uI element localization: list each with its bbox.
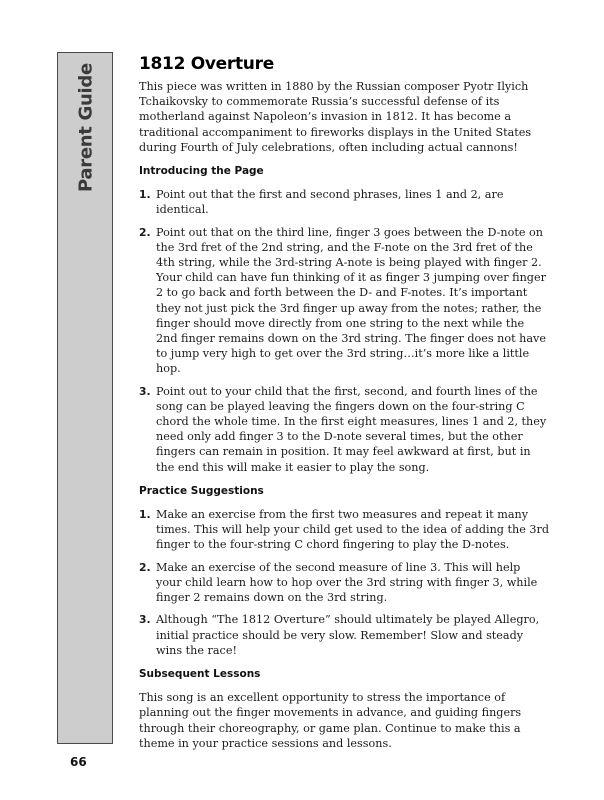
list-text: Point out that on the third line, finger 3 goes between the D-note on the 3rd fret of the 2nd string, and the F-note on the 3rd fret of the 4th string, while the 3rd-string A-note is being played with finger 2. Your child can have fun thinking of it as finger 3 jumping over finger 2 to go back and forth between the D- and F-notes. It’s important they not just pick the 3rd finger up away from the notes; rather, the finger should move directly from one string to the next while the 2nd finger remains down on the 3rd string. The finger does not have to jump very high to get over the 3rd string…it’s more like a little hop. [156, 225, 546, 376]
list-item [139, 384, 549, 475]
list-number: 1. [139, 508, 151, 522]
list-item [139, 187, 549, 217]
introducing-list [139, 187, 549, 475]
list-text: Make an exercise of the second measure of line 3. This will help your child learn how to hop over the 3rd string with finger 3, while finger 2 remains down on the 3rd string. [156, 560, 538, 605]
list-text: Make an exercise from the first two measures and repeat it many times. This will help your child get used to the idea of adding the 3rd finger to the four-string C chord fingering to play the D-notes. [156, 508, 549, 552]
list-number: 2. [139, 560, 151, 574]
list-item [139, 225, 549, 377]
intro-paragraph: This piece was written in 1880 by the Russian composer Pyotr Ilyich Tchaikovsky to commemorate Russia’s successful defense of its motherland against Napoleon’s invasion in 1812. It has become a traditional accompaniment to fireworks displays in the United States during Fourth of July celebrations, often including actual cannons! [139, 80, 532, 154]
section-heading-subsequent: Subsequent Lessons [139, 667, 261, 680]
side-tab-label: Parent Guide [75, 63, 97, 192]
section-heading-practice: Practice Suggestions [139, 484, 264, 497]
practice-list [139, 507, 549, 658]
list-number: 1. [139, 188, 151, 202]
list-text: Although “The 1812 Overture” should ultimately be played Allegro, initial practice should be very slow. Remember! Slow and steady wins the race! [156, 613, 540, 657]
list-text: Point out to your child that the first, second, and fourth lines of the song can be played leaving the fingers down on the four-string C chord the whole time. In the first eight measures, lines 1 and 2, they need only add finger 3 to the D-note several times, but the other fingers can remain in position. It may feel awkward at first, but in the end this will make it easier to play the song. [156, 384, 547, 474]
page-number: 66 [70, 755, 87, 769]
list-number: 2. [139, 225, 151, 239]
page-title: 1812 Overture [139, 54, 274, 74]
parent-guide-side-tab [57, 52, 113, 744]
list-number: 3. [139, 384, 151, 398]
list-number: 3. [139, 613, 151, 627]
subsequent-paragraph: This song is an excellent opportunity to stress the importance of planning out the finger movements in advance, and guiding fingers through their choreography, or game plan. Continue to make this a theme in your practice sessions and lessons. [139, 691, 522, 750]
section-heading-introducing: Introducing the Page [139, 165, 264, 178]
article [139, 54, 549, 751]
list-item [139, 560, 549, 606]
list-item [139, 507, 549, 553]
list-item [139, 612, 549, 658]
list-text: Point out that the first and second phrases, lines 1 and 2, are identical. [156, 188, 504, 217]
